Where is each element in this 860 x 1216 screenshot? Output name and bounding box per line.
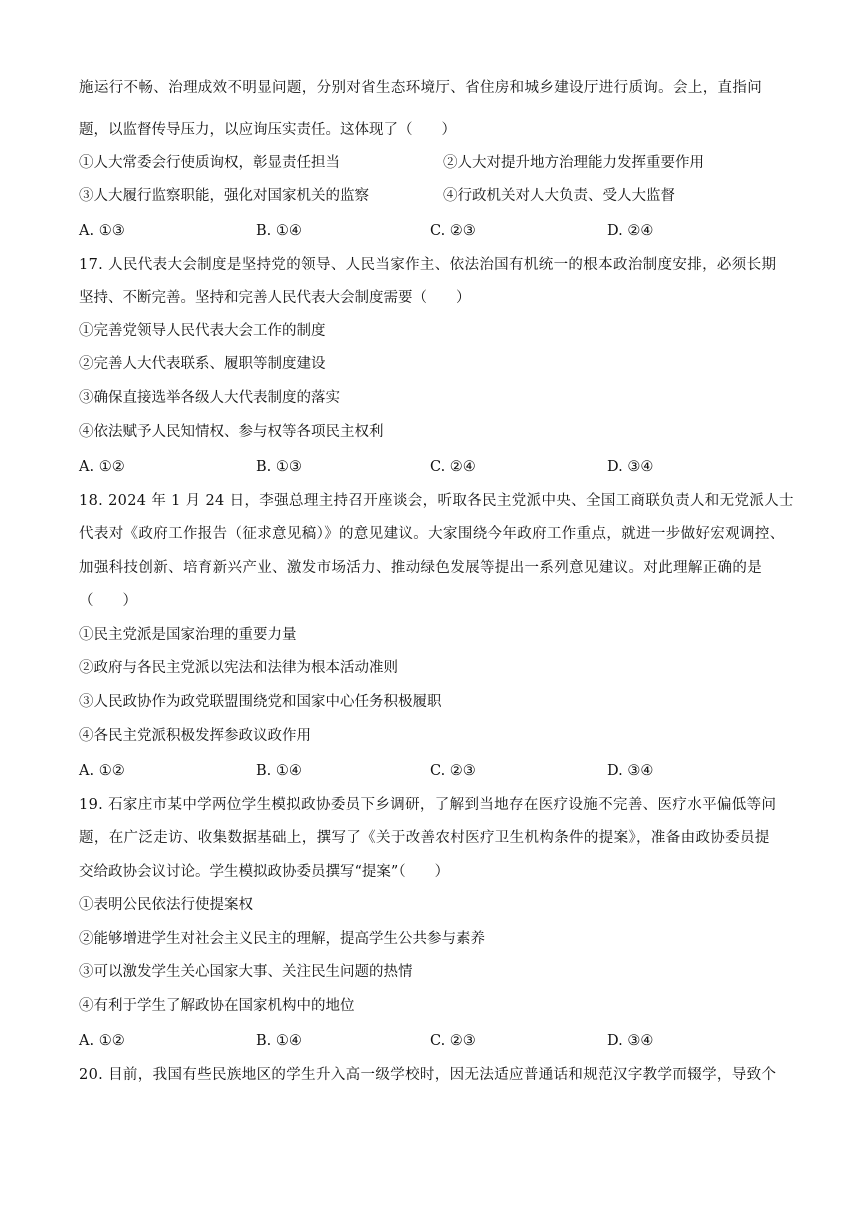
q17-answer-a: A. ①② — [79, 459, 125, 475]
q17-answer-b: B. ①③ — [256, 459, 302, 475]
q19-stem-line-2: 题，在广泛走访、收集数据基础上，撰写了《关于改善农村医疗卫生机构条件的提案》，准备由政协委员提 — [79, 830, 770, 846]
q18-answer-b: B. ①④ — [256, 763, 302, 779]
q16-answer-b: B. ①④ — [256, 223, 302, 239]
q18-stem-line-3: 加强科技创新、培育新兴产业、激发市场活力、推动绿色发展等提出一系列意见建议。对此理解正确的是 — [79, 560, 763, 576]
q16-stem-line-2: 题，以监督传导压力，以应询压实责任。这体现了（ ） — [79, 122, 456, 138]
q18-stem-line-4: （ ） — [79, 593, 137, 609]
q18-stem-line-2: 代表对《政府工作报告（征求意见稿）》的意见建议。大家围绕今年政府工作重点，就进一步做好宏观调控、 — [79, 526, 785, 542]
q18-stem-line-1: 18. 2024 年 1 月 24 日，李强总理主持召开座谈会，听取各民主党派中央、全国工商联负责人和无党派人士 — [79, 493, 794, 509]
q19-item-1: ①表明公民依法行使提案权 — [79, 897, 253, 913]
q17-item-4: ④依法赋予人民知情权、参与权等各项民主权利 — [79, 424, 384, 440]
q19-answer-b: B. ①④ — [256, 1033, 302, 1049]
q18-item-1: ①民主党派是国家治理的重要力量 — [79, 627, 297, 643]
q19-item-2: ②能够增进学生对社会主义民主的理解，提高学生公共参与素养 — [79, 931, 485, 947]
q19-item-3: ③可以激发学生关心国家大事、关注民生问题的热情 — [79, 964, 413, 980]
q16-item-3: ③人大履行监察职能，强化对国家机关的监察 — [79, 188, 369, 204]
q20-stem-line-1: 20. 目前，我国有些民族地区的学生升入高一级学校时，因无法适应普通话和规范汉字教学而辍学，导致个 — [79, 1067, 777, 1083]
q19-answer-a: A. ①② — [79, 1033, 125, 1049]
q18-item-4: ④各民主党派积极发挥参政议政作用 — [79, 728, 311, 744]
q16-answer-a: A. ①③ — [79, 223, 125, 239]
q18-item-2: ②政府与各民主党派以宪法和法律为根本活动准则 — [79, 660, 398, 676]
q16-stem-line-1: 施运行不畅、治理成效不明显问题，分别对省生态环境厅、省住房和城乡建设厅进行质询。会上，直指问 — [79, 80, 763, 96]
q16-answer-d: D. ②④ — [607, 223, 654, 239]
q17-item-3: ③确保直接选举各级人大代表制度的落实 — [79, 390, 340, 406]
q17-answer-c: C. ②④ — [430, 459, 476, 475]
q17-stem-line-2: 坚持、不断完善。坚持和完善人民代表大会制度需要（ ） — [79, 290, 471, 306]
q19-stem-line-1: 19. 石家庄市某中学两位学生模拟政协委员下乡调研，了解到当地存在医疗设施不完善、医疗水平偏低等问 — [79, 797, 777, 813]
q19-answer-d: D. ③④ — [607, 1033, 654, 1049]
q17-stem-line-1: 17. 人民代表大会制度是坚持党的领导、人民当家作主、依法治国有机统一的根本政治制度安排，必须长期 — [79, 257, 777, 273]
q16-item-1: ①人大常委会行使质询权，彰显责任担当 — [79, 155, 340, 171]
q16-item-4: ④行政机关对人大负责、受人大监督 — [443, 188, 675, 204]
q16-item-2: ②人大对提升地方治理能力发挥重要作用 — [443, 155, 704, 171]
q17-item-2: ②完善人大代表联系、履职等制度建设 — [79, 356, 326, 372]
q17-answer-d: D. ③④ — [607, 459, 654, 475]
q19-item-4: ④有利于学生了解政协在国家机构中的地位 — [79, 998, 355, 1014]
q19-stem-line-3: 交给政协会议讨论。学生模拟政协委员撰写“提案”（ ） — [79, 864, 450, 880]
q18-answer-a: A. ①② — [79, 763, 125, 779]
q18-item-3: ③人民政协作为政党联盟围绕党和国家中心任务积极履职 — [79, 694, 442, 710]
q18-answer-d: D. ③④ — [607, 763, 654, 779]
q18-answer-c: C. ②③ — [430, 763, 476, 779]
q19-answer-c: C. ②③ — [430, 1033, 476, 1049]
q17-item-1: ①完善党领导人民代表大会工作的制度 — [79, 323, 326, 339]
q16-answer-c: C. ②③ — [430, 223, 476, 239]
